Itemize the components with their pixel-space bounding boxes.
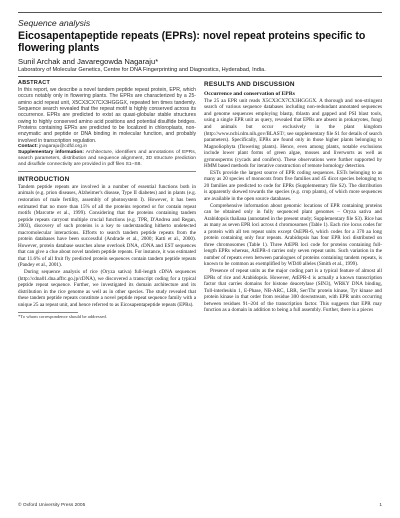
contact-email[interactable]: jnagaraju@cdfd.org.in	[39, 143, 88, 149]
page-number: 1	[379, 503, 382, 508]
intro-paragraph-1: Tandem peptide repeats are involved in a number of essential functions both in animals (e.g. prion diseases, Alzheimer's disease, Type II diabetes) and in plants (e.g. restoration of male fertility, assembly of photosystem I). However, it has been estimated that no more than 15% of all the proteins reported or for contain repeat motifs (Marcotte et al., 1999). Considering that the proteins containing tandem peptide repeats carryout multiple crucial functions (e.g. TPR, D'Andrea and Regan, 2003), discovery of such proteins is a key to understanding hitherto undetected macromolecular interactions. Efforts to search tandem peptide repeats from the protein databases have been successful (Andrade et al., 2000; Katti et al., 2000). However, protein database searches alone overlook DNA, cDNA and EST sequences that can give a clue about novel tandem peptide repeats. For instance, it was estimated that 11.6% of all fruit fly predicted protein sequences contain tandem peptide repeats (Pandey et al., 2001).	[18, 183, 196, 269]
header-rule	[18, 76, 382, 77]
results-subheading: Occurrence and conservation of EPRs	[204, 90, 295, 97]
supplementary-line	[18, 150, 196, 168]
intro-paragraph-2: During sequence analysis of rice (Oryza sativa) full-length cDNA sequences (http://cdna01.dna.affrc.go.jp/cDNA), we discovered a transcript coding for a typical peptide repeat sequence. Further, we investigated its domain architecture and its distribution in the rice genome as well as in other species. The study revealed that these tandem peptide repeats constitute a novel peptide repeat sequence family with a unique 25 aa repeat unit, and hence referred to as Eicosapentapeptide repeats (EPRs).	[18, 269, 196, 308]
paper-title: Eicosapentapeptide repeats (EPRs): novel repeat proteins specific to flowering plants	[18, 30, 366, 55]
left-column	[18, 80, 196, 319]
results-paragraph-2: ESTs provide the largest source of EPR coding sequences. ESTs belonging to as many as 20 species of monocots from five families and 45 dicot species belonging to 20 families are predicted to code for EPRs (Supplementary file S2). The distribution is apparently skewed towards the species (e.g. crop plants), of which more sequences are available in the open source databases.	[204, 169, 382, 203]
contact-label: Contact:	[18, 143, 38, 149]
results-paragraph-4: Presence of repeat units as the major coding part is a typical feature of almost all EPRs of rice and Arabidopsis. However, AtEPR-4 is actually a known transcription factor that carries domains for histone deacetylase (SIN3), WRKY DNA binding, Toll-interleukin 1, E-Phase, NB-ARC, LRR, Ser/Thr protein kinase, Tyr kinase and protein kinase in that order from residue 300 downstream, with EPR units occurring between residues 91–204 of the transcription factor. This suggests that EPR may function as a domain in addition to being a full assembly. Further, there is a pieces	[204, 268, 382, 314]
abstract-text: In this report, we describe a novel tandem peptide repeat protein, EPR, which occurs notably only in flowering plants. The EPRs are characterized by a 25-amino acid repeat unit, X5CX3CX7CX3HGGGX, repeated ten times tandemly. Sequence search revealed that the repeat motif is highly conserved across its occurrence. EPRs are predicted to exist as quasi-globular stable structures owing to highly conserved amino acid positions and potential disulfide bridges. Proteins containing EPRs are predicted to be localized in chloroplasts, non-enzymatic and peptide or DNA binding in molecular function, and probably involved in transcription regulation.	[18, 86, 196, 144]
introduction-heading: INTRODUCTION	[18, 175, 70, 183]
top-rule	[18, 12, 382, 13]
footnote-rule	[18, 312, 78, 313]
two-column-body	[18, 80, 382, 319]
page-footer	[18, 503, 85, 508]
abstract-heading: ABSTRACT	[18, 79, 51, 86]
results-paragraph-1: The 25 aa EPR unit reads X5CX3CX7CX3HGGGX. A thorough and non-stringent search of various sequence databases including non-redundant annotated sequences and genome sequences employing blastp, tblastn and gapped and PSI blast tools, using a single EPR unit as query, revealed that EPRs are absent in prokaryotes, fungi and animals but occur exclusively in the plant kingdom (http://www.ncbi.nlm.nih.gov/BLAST/; see supplementary file S1 for details of search parameters). Specifically, EPRs are found only in those higher plants belonging to Magnoliophyta (flowering plants). Hence, even among plants, notable exclusions include lower plant forms of green algae, mosses and liverworts as well as gymnosperms (cycads and conifers). These observations were further supported by HMM based methods for iterative construction of remote homology detection.	[204, 97, 382, 170]
section-label: Sequence analysis	[18, 18, 91, 28]
right-column	[204, 80, 382, 319]
results-body	[204, 98, 382, 314]
introduction-body	[18, 184, 196, 308]
results-heading: RESULTS AND DISCUSSION	[204, 80, 295, 88]
abstract-rule	[18, 171, 196, 172]
affiliation: Laboratory of Molecular Genetics, Centre for DNA Fingerprinting and Diagnostics, Hyderabad, India.	[18, 66, 266, 73]
results-paragraph-3: Comprehensive information about genomic locations of EPR containing proteins can be obtained only in fully sequenced plant genomes – Oryza sativa and Arabidopsis thaliana (annotated in the present study; Supplementary file S3). Rice has as many as seven EPR loci across 4 chromosomes (Table 1). Each rice locus codes for a protein with all ten repeat units except OsEPR-6, which codes for a 370 aa long protein containing only four repeats. Arabidopsis has four EPR loci distributed on three chromosomes (Table 1). Three AtEPR loci code for proteins containing full-length EPRs whereas, AtEPR-4 carries only seven repeat units. Such variation in the number of repeats even between paralogues of proteins containing tandem repeats, is known to be common as exemplified by WD40 alleles (Smith et al., 1999).	[204, 202, 382, 268]
supplementary-text: Architecture, identifiers and annotations of EPRs, search parameters, distribution and sequence alignment, 3D structure prediction and disulfide connectivity are provided in pdf files S1–S8.	[18, 149, 196, 167]
correspondence-footnote: *To whom correspondence should be addressed.	[18, 314, 107, 320]
supplementary-label: Supplementary information:	[18, 149, 84, 155]
copyright-text: © Oxford University Press 2005	[18, 503, 86, 508]
author-list: Sunil Archak and Javaregowda Nagaraju*	[18, 56, 159, 66]
